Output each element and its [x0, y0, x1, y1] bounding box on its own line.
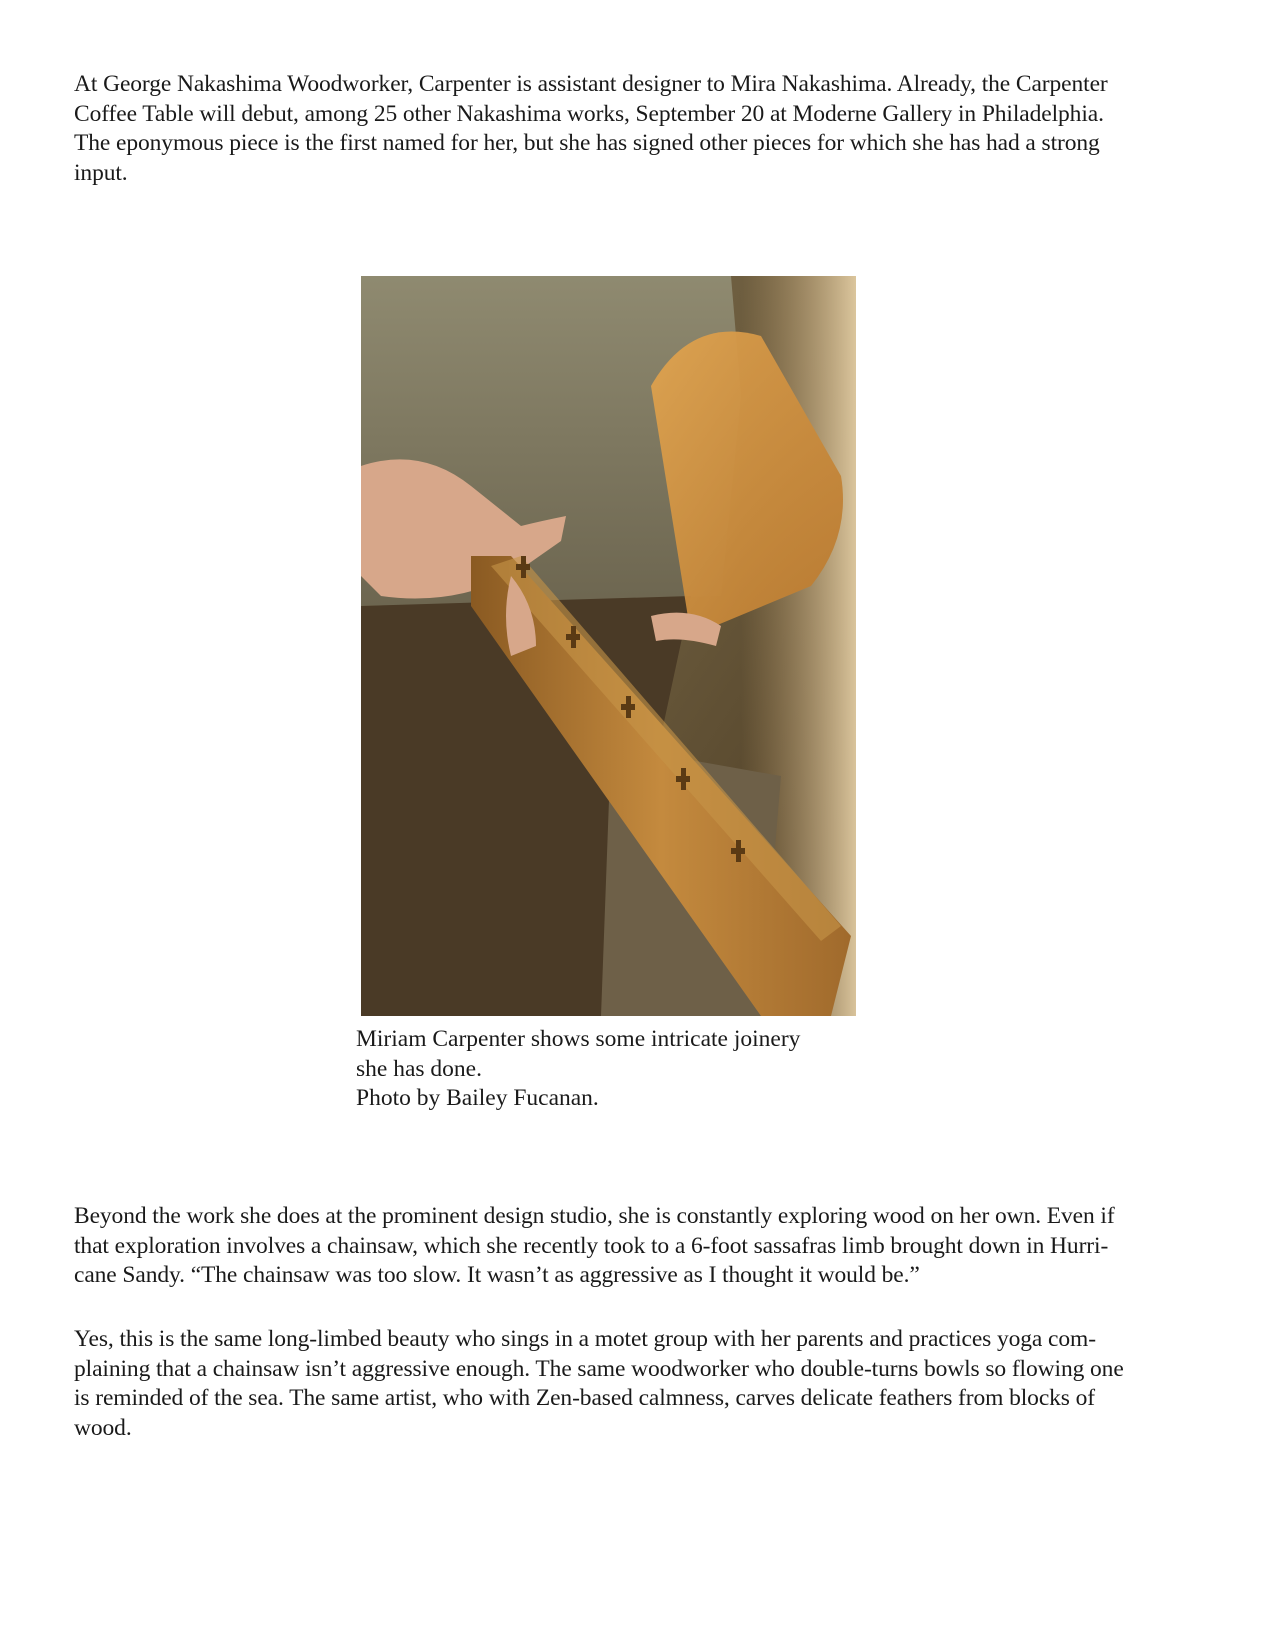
caption-line: Miriam Carpenter shows some intricate joinery	[356, 1026, 801, 1052]
paragraph-line: Coffee Table will debut, among 25 other Nakashima works, September 20 at Moderne Gallery in Philadelphia.	[74, 100, 1104, 127]
caption-line: she has done.	[356, 1055, 482, 1082]
paragraph-line: input.	[74, 159, 128, 186]
paragraph-line: wood.	[74, 1414, 132, 1441]
paragraph-line: At George Nakashima Woodworker, Carpenter is assistant designer to Mira Nakashima. Already, the Carpenter	[74, 71, 1108, 97]
paragraph-line: The eponymous piece is the first named for her, but she has signed other pieces for which she has had a strong	[74, 130, 1100, 156]
paragraph-line: Beyond the work she does at the prominent design studio, she is constantly exploring wood on her own. Even if	[74, 1203, 1115, 1229]
paragraph-line: that exploration involves a chainsaw, which she recently took to a 6-foot sassafras limb brought down in Hurri-	[74, 1232, 1109, 1259]
article-paragraph-3	[74, 1325, 1204, 1443]
photo-caption	[356, 1025, 800, 1114]
caption-line: Photo by Bailey Fucanan.	[356, 1085, 599, 1111]
paragraph-line: plaining that a chainsaw isn’t aggressive enough. The same woodworker who double-turns bowls so flowing one	[74, 1355, 1124, 1382]
woodworker-photo-illustration	[361, 276, 856, 1016]
paragraph-line: Yes, this is the same long-limbed beauty who sings in a motet group with her parents and practices yoga com-	[74, 1326, 1096, 1352]
article-paragraph-1	[74, 70, 1204, 188]
article-paragraph-2	[74, 1202, 1204, 1291]
paragraph-line: is reminded of the sea. The same artist, who with Zen-based calmness, carves delicate feathers from blocks of	[74, 1385, 1096, 1411]
article-photo	[361, 276, 856, 1016]
paragraph-line: cane Sandy. “The chainsaw was too slow. It wasn’t as aggressive as I thought it would be.”	[74, 1262, 920, 1288]
